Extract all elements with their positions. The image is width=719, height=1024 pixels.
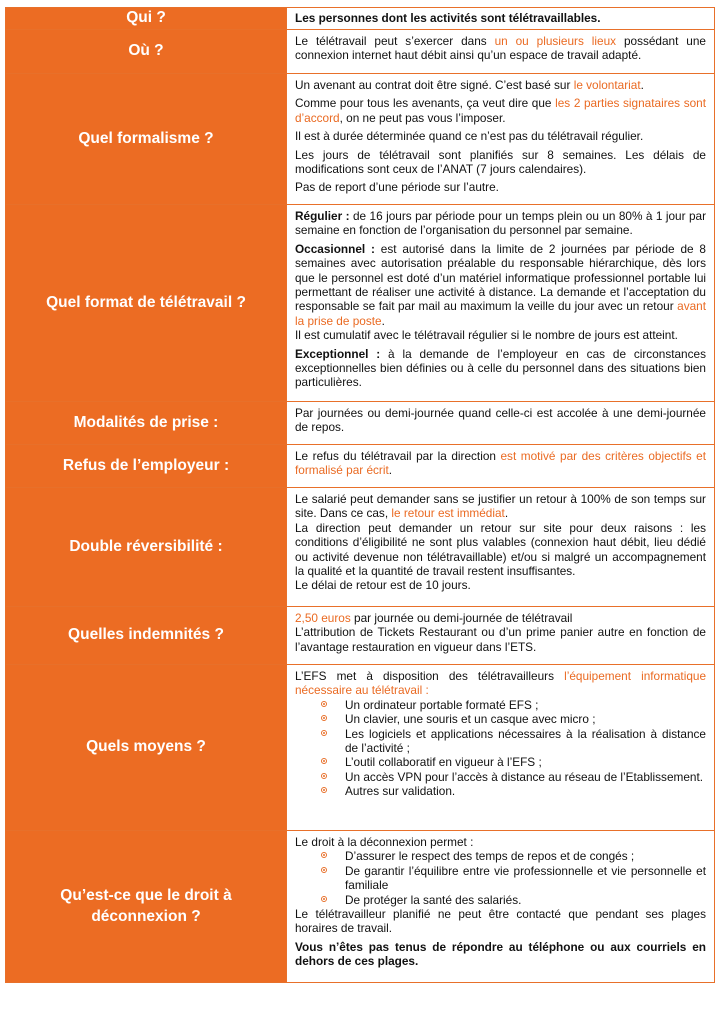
label-occasionnel: Occasionnel : bbox=[295, 241, 375, 256]
format-occasionnel bbox=[295, 242, 706, 328]
formalisme-p4: Les jours de télétravail sont planifiés sur 8 semaines. Les délais de modifications sont ceux de l’ANAT (7 jours calendaires). bbox=[295, 147, 706, 176]
row-reversibilite bbox=[6, 488, 715, 607]
answer-reversibilite bbox=[287, 488, 715, 607]
list-item-text: Autres sur validation. bbox=[345, 784, 456, 799]
text: Le salarié peut demander sans se justifier un retour à 100% de son temps sur site. Dans ce cas, bbox=[295, 492, 706, 521]
bullet-icon bbox=[321, 773, 327, 779]
format-regulier bbox=[295, 209, 706, 238]
highlight: avant la prise de poste bbox=[295, 299, 706, 328]
reversibilite-l2: La direction peut demander un retour sur site pour deux raisons : les conditions d’éligibilité ne sont plus valables (connexion haut débit, lieu dédié ou activité devenue non télétravaillable) et/ou si malgré un accompagnement la qualité et la quantité de travail restent insuffisantes. bbox=[295, 520, 706, 578]
list-item-text: Les logiciels et applications nécessaires à la réalisation à distance de l’activité ; bbox=[345, 726, 706, 755]
answer-refus bbox=[287, 445, 715, 488]
bullet-icon bbox=[321, 715, 327, 721]
list-item-text: De protéger la santé des salariés. bbox=[345, 892, 522, 907]
deconnexion-list bbox=[295, 849, 706, 907]
bullet-icon bbox=[321, 896, 327, 902]
list-item bbox=[321, 770, 706, 784]
text: Comme pour tous les avenants, ça veut dire que bbox=[295, 96, 556, 111]
label-exceptionnel: Exceptionnel : bbox=[295, 346, 381, 361]
reversibilite-l3: Le délai de retour est de 10 jours. bbox=[295, 578, 471, 593]
refus-text bbox=[295, 449, 706, 478]
text: Le refus du télétravail par la direction bbox=[295, 449, 501, 463]
question-formalisme: Quel formalisme ? bbox=[6, 74, 287, 205]
highlight: l’équipement informatique nécessaire au télétravail : bbox=[295, 669, 706, 698]
answer-deconnexion bbox=[287, 831, 715, 983]
list-item-text: De garantir l’équilibre entre vie professionnelle et vie personnelle et familiale bbox=[345, 863, 706, 893]
highlight: un ou plusieurs lieux bbox=[494, 34, 617, 48]
text: . bbox=[504, 506, 509, 521]
formalisme-p1 bbox=[295, 78, 706, 92]
row-moyens bbox=[6, 665, 715, 831]
deconnexion-p2: Le télétravailleur planifié ne peut être contacté que pendant ses plages horaires de travail. bbox=[295, 906, 706, 936]
formalisme-p5: Pas de report d’une période sur l’autre. bbox=[295, 180, 499, 195]
question-indemnites: Quelles indemnités ? bbox=[6, 607, 287, 665]
text: , on ne peut pas vous l’imposer. bbox=[339, 110, 506, 125]
text: de 16 jours par période pour un temps plein ou un 80% à 1 jour par semaine en fonction de l’organisation du personnel par semaine. bbox=[295, 209, 707, 238]
deconnexion-intro: Le droit à la déconnexion permet : bbox=[295, 835, 474, 849]
modalites-text: Par journées ou demi-journée quand celle-ci est accolée à une demi-journée de repos. bbox=[295, 406, 706, 435]
text: possédant une connexion internet haut débit ainsi qu’un espace de travail adapté. bbox=[295, 34, 706, 63]
highlight: le volontariat bbox=[573, 78, 641, 92]
label-regulier: Régulier : bbox=[295, 209, 350, 223]
row-qui bbox=[6, 8, 715, 30]
list-item-text: Un clavier, une souris et un casque avec micro ; bbox=[345, 712, 596, 727]
reversibilite-l1 bbox=[295, 492, 706, 521]
list-item-text: Un accès VPN pour l’accès à distance au réseau de l’Etablissement. bbox=[345, 769, 704, 784]
bullet-icon bbox=[321, 852, 327, 858]
list-item bbox=[321, 727, 706, 756]
bullet-icon bbox=[321, 758, 327, 764]
answer-ou-p1 bbox=[295, 34, 706, 63]
row-format bbox=[6, 205, 715, 402]
text: . bbox=[381, 313, 385, 328]
list-item-text: Un ordinateur portable formaté EFS ; bbox=[345, 697, 539, 712]
list-item-text: L’outil collaboratif en vigueur à l’EFS ; bbox=[345, 755, 542, 770]
deconnexion-p3-text: Vous n’êtes pas tenus de répondre au téléphone ou aux courriels en dehors de ces plages. bbox=[295, 939, 706, 969]
bullet-icon bbox=[321, 730, 327, 736]
answer-ou bbox=[287, 30, 715, 74]
question-format: Quel format de télétravail ? bbox=[6, 205, 287, 402]
format-exceptionnel bbox=[295, 347, 706, 390]
format-occasionnel-extra: Il est cumulatif avec le télétravail régulier si le nombre de jours est atteint. bbox=[295, 328, 678, 343]
row-ou bbox=[6, 30, 715, 74]
list-item-text: D’assurer le respect des temps de repos et de congés ; bbox=[345, 849, 635, 864]
question-modalites: Modalités de prise : bbox=[6, 402, 287, 445]
list-item bbox=[321, 784, 706, 798]
deconnexion-p3 bbox=[295, 940, 706, 969]
question-deconnexion: Qu’est-ce que le droit à déconnexion ? bbox=[6, 831, 287, 983]
formalisme-p2 bbox=[295, 96, 706, 125]
row-formalisme bbox=[6, 74, 715, 205]
list-item bbox=[321, 893, 706, 907]
question-reversibilite: Double réversibilité : bbox=[6, 488, 287, 607]
answer-format bbox=[287, 205, 715, 402]
answer-qui-text: Les personnes dont les activités sont télétravaillables. bbox=[295, 11, 601, 25]
answer-qui bbox=[287, 8, 715, 30]
list-item bbox=[321, 712, 706, 726]
highlight: les 2 parties signataires sont d’accord bbox=[295, 96, 706, 125]
question-moyens: Quels moyens ? bbox=[6, 665, 287, 831]
text: L’EFS met à disposition des télétravailleurs bbox=[295, 669, 565, 683]
indemnites-l2: L’attribution de Tickets Restaurant ou d’un prime panier autre en fonction de l’avantage restauration en vigueur dans l’ETS. bbox=[295, 625, 706, 654]
moyens-list bbox=[295, 698, 706, 799]
row-deconnexion bbox=[6, 831, 715, 983]
highlight: 2,50 euros bbox=[295, 611, 351, 625]
text: . bbox=[640, 78, 644, 92]
text: à la demande de l’employeur en cas de circonstances exceptionnelles bien définies ou à celle du personnel dans des situations bien particulières. bbox=[295, 346, 706, 390]
answer-modalites bbox=[287, 402, 715, 445]
question-refus: Refus de l’employeur : bbox=[6, 445, 287, 488]
answer-indemnites bbox=[287, 607, 715, 665]
row-indemnites bbox=[6, 607, 715, 665]
answer-moyens bbox=[287, 665, 715, 831]
question-qui: Qui ? bbox=[6, 8, 287, 30]
telework-faq-table bbox=[5, 7, 715, 983]
bullet-icon bbox=[321, 701, 327, 707]
telework-faq-sheet bbox=[5, 7, 715, 983]
bullet-icon bbox=[321, 867, 327, 873]
list-item bbox=[321, 698, 706, 712]
text: est autorisé dans la limite de 2 journées par période de 8 semaines avec autorisation préalable du responsable hiérarchique, dès lors que le personnel est doté d’un matériel informatique professionnel portable lui permettant de réaliser une activité à distance. La demande et l’acceptation du responsable se fait par mail au maximum la veille du jour avec un retour bbox=[295, 241, 706, 314]
list-item bbox=[321, 864, 706, 893]
row-refus bbox=[6, 445, 715, 488]
text: Un avenant au contrat doit être signé. C’est basé sur bbox=[295, 78, 574, 92]
moyens-intro bbox=[295, 669, 706, 698]
text: . bbox=[388, 463, 393, 478]
answer-formalisme bbox=[287, 74, 715, 205]
bullet-icon bbox=[321, 787, 327, 793]
highlight: le retour est immédiat bbox=[391, 506, 505, 521]
formalisme-p3: Il est à durée déterminée quand ce n’est pas du télétravail régulier. bbox=[295, 129, 644, 144]
text: Le télétravail peut s’exercer dans bbox=[295, 34, 495, 48]
highlight: est motivé par des critères objectifs et formalisé par écrit bbox=[295, 449, 706, 478]
question-ou: Où ? bbox=[6, 30, 287, 74]
indemnites-l1 bbox=[295, 611, 706, 625]
list-item bbox=[321, 755, 706, 769]
text: par journée ou demi-journée de télétravail bbox=[350, 611, 573, 625]
list-item bbox=[321, 849, 706, 863]
row-modalites bbox=[6, 402, 715, 445]
